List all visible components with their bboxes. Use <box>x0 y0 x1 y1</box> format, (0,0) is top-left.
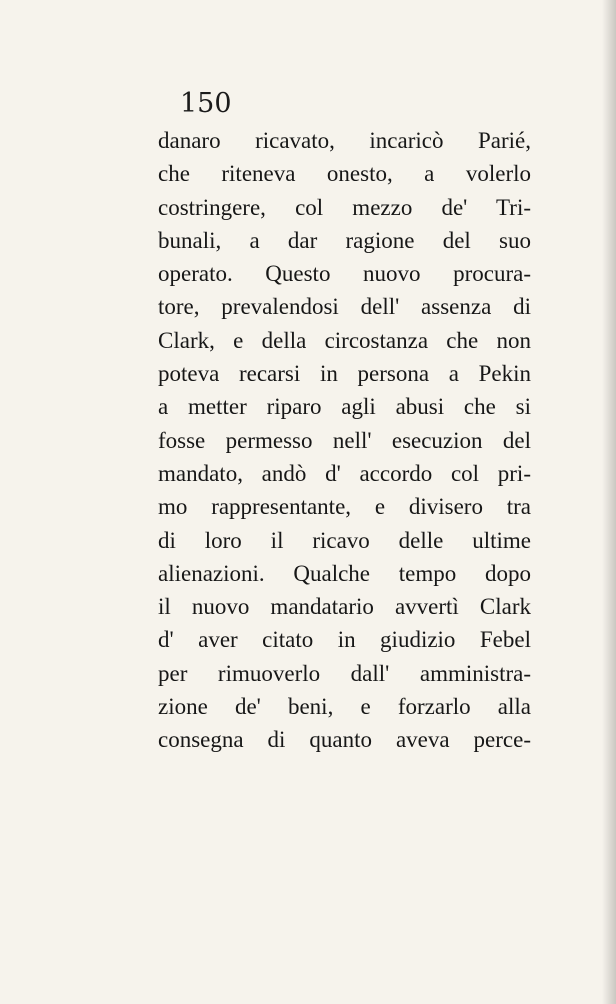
text-line: bunali, a dar ragione del suo <box>158 227 531 253</box>
text-line: Clark, e della circostanza che non <box>158 327 531 353</box>
text-line: di loro il ricavo delle ultime <box>158 527 531 553</box>
page-edge-shadow <box>602 0 616 1004</box>
text-line: poteva recarsi in persona a Pekin <box>158 361 531 387</box>
text-line: zione de' beni, e forzarlo alla <box>158 694 531 720</box>
text-line: tore, prevalendosi dell' assenza di <box>158 294 531 320</box>
text-line: a metter riparo agli abusi che si <box>158 394 531 420</box>
text-line: mo rappresentante, e divisero tra <box>158 494 531 520</box>
body-text <box>158 124 531 757</box>
text-line: consegna di quanto aveva perce- <box>158 727 531 753</box>
page-number: 150 <box>180 88 232 119</box>
text-line: il nuovo mandatario avvertì Clark <box>158 594 531 620</box>
text-line: fosse permesso nell' esecuzion del <box>158 427 531 453</box>
text-line: danaro ricavato, incaricò Parié, <box>158 128 531 153</box>
text-line: operato. Questo nuovo procura- <box>158 261 531 287</box>
text-line: costringere, col mezzo de' Tri- <box>158 194 531 220</box>
text-line: che riteneva onesto, a volerlo <box>158 161 531 187</box>
text-line: alienazioni. Qualche tempo dopo <box>158 560 531 586</box>
text-line: d' aver citato in giudizio Febel <box>158 627 531 653</box>
text-line: mandato, andò d' accordo col pri- <box>158 460 531 486</box>
text-line: per rimuoverlo dall' amministra- <box>158 660 531 686</box>
